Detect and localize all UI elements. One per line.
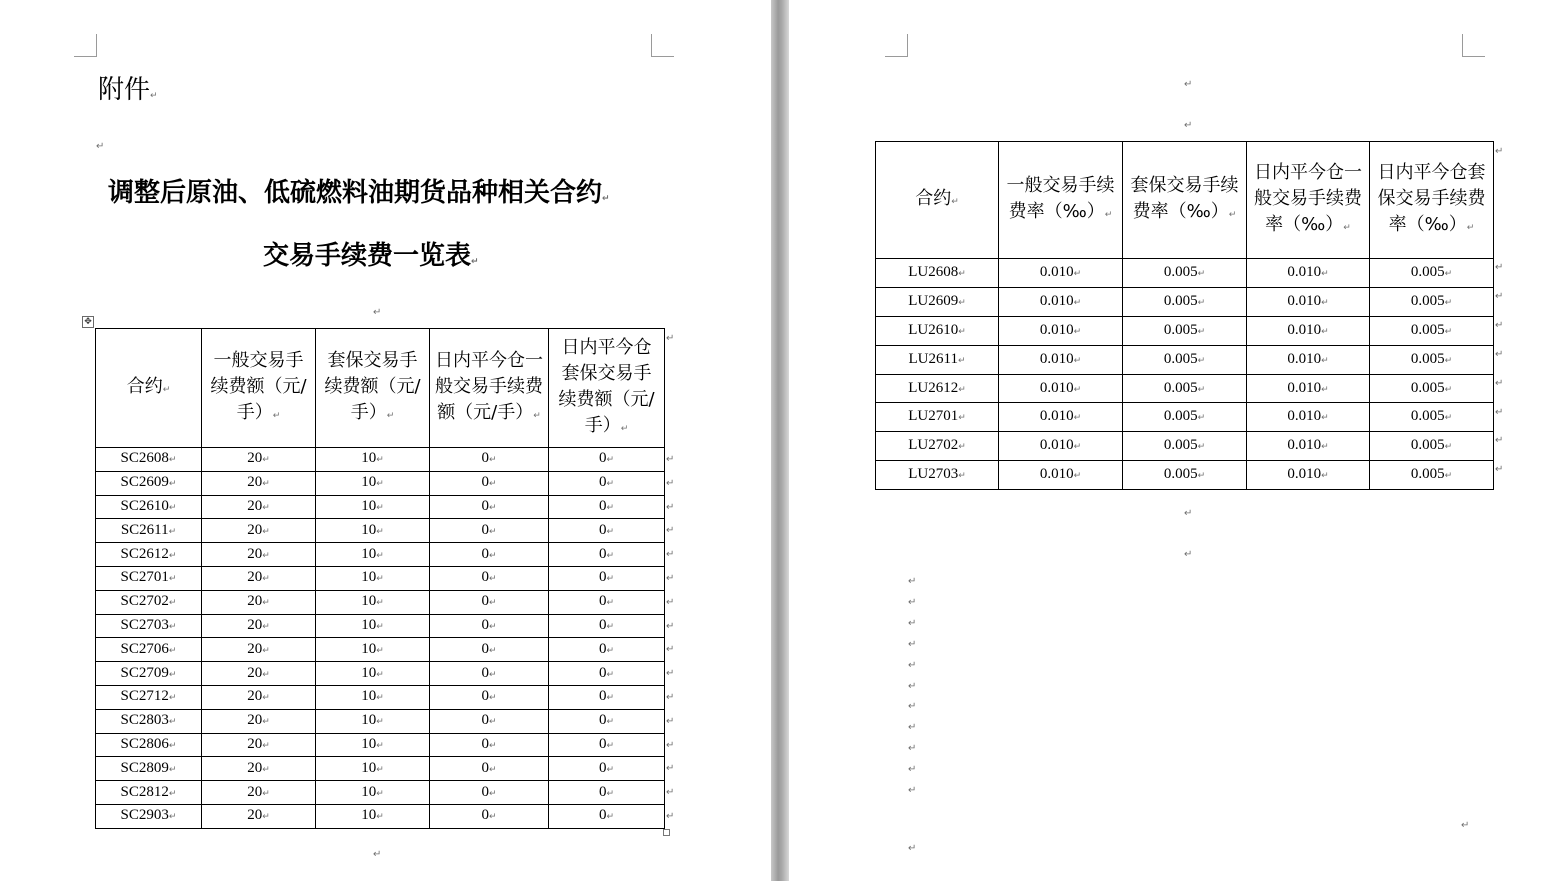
fee-value-cell[interactable]: 0.010↵	[1247, 432, 1370, 461]
table-row	[96, 471, 665, 495]
fee-value-cell[interactable]: 20↵	[202, 590, 316, 614]
table-row	[96, 733, 665, 757]
contract-cell[interactable]: SC2608↵	[96, 448, 202, 472]
fee-value-cell[interactable]: 10↵	[316, 495, 430, 519]
row-end-mark: ↵	[1495, 262, 1504, 273]
header-general-fee-rate[interactable]: 一般交易手续费率（‰）↵	[999, 142, 1123, 259]
row-end-mark: ↵	[666, 501, 675, 513]
table-row	[876, 259, 1494, 288]
fee-value-cell[interactable]: 0↵	[430, 781, 549, 805]
fee-value-cell[interactable]: 20↵	[202, 638, 316, 662]
row-end-mark: ↵	[666, 333, 675, 344]
fee-value-cell[interactable]: 0.010↵	[999, 259, 1123, 288]
fee-value-cell[interactable]: 10↵	[316, 519, 430, 543]
paragraph-mark: ↵	[1184, 549, 1193, 560]
fee-value-cell[interactable]: 10↵	[316, 638, 430, 662]
contract-cell[interactable]: SC2703↵	[96, 614, 202, 638]
table-row	[876, 316, 1494, 345]
fee-value-cell[interactable]: 0.005↵	[1123, 287, 1247, 316]
margin-corner-mark	[885, 34, 908, 57]
row-end-mark: ↵	[1495, 319, 1504, 331]
fee-value-cell[interactable]: 20↵	[202, 566, 316, 590]
fee-value-cell[interactable]: 0↵	[430, 804, 549, 828]
fee-value-cell[interactable]: 0↵	[549, 590, 665, 614]
row-end-mark: ↵	[666, 787, 675, 799]
fee-value-cell[interactable]: 10↵	[316, 448, 430, 472]
contract-cell[interactable]: SC2612↵	[96, 543, 202, 567]
header-contract[interactable]: 合约↵	[96, 329, 202, 448]
table-row	[96, 448, 665, 472]
contract-cell[interactable]: SC2706↵	[96, 638, 202, 662]
fee-value-cell[interactable]: 20↵	[202, 448, 316, 472]
contract-cell[interactable]: LU2702↵	[876, 432, 999, 461]
fee-value-cell[interactable]: 10↵	[316, 685, 430, 709]
fee-value-cell[interactable]: 20↵	[202, 781, 316, 805]
table-row	[876, 432, 1494, 461]
contract-cell[interactable]: SC2702↵	[96, 590, 202, 614]
fee-value-cell[interactable]: 0↵	[549, 757, 665, 781]
contract-cell[interactable]: LU2608↵	[876, 259, 999, 288]
contract-cell[interactable]: LU2611↵	[876, 345, 999, 374]
table-row	[96, 590, 665, 614]
fee-value-cell[interactable]: 0.010↵	[999, 287, 1123, 316]
fee-value-cell[interactable]: 10↵	[316, 614, 430, 638]
fee-value-cell[interactable]: 0↵	[430, 685, 549, 709]
fee-value-cell[interactable]: 0↵	[549, 781, 665, 805]
row-end-mark: ↵	[666, 596, 675, 608]
paragraph-mark: ↵	[1461, 820, 1470, 831]
table-row	[96, 662, 665, 686]
fee-value-cell[interactable]: 0↵	[549, 638, 665, 662]
sc-fee-table[interactable]	[95, 328, 665, 829]
fee-value-cell[interactable]: 0.010↵	[999, 374, 1123, 403]
paragraph-mark: ↵	[908, 596, 917, 608]
row-end-mark: ↵	[1495, 406, 1504, 418]
row-end-mark: ↵	[666, 454, 675, 465]
fee-value-cell[interactable]: 0.005↵	[1370, 432, 1494, 461]
fee-value-cell[interactable]: 10↵	[316, 543, 430, 567]
fee-value-cell[interactable]: 0.010↵	[1247, 287, 1370, 316]
contract-cell[interactable]: SC2812↵	[96, 781, 202, 805]
row-end-mark: ↵	[666, 811, 675, 822]
table-row	[876, 287, 1494, 316]
fee-value-cell[interactable]: 0.010↵	[999, 345, 1123, 374]
attachment-label[interactable]: 附件↵	[98, 75, 158, 105]
table-row	[96, 757, 665, 781]
fee-value-cell[interactable]: 0↵	[430, 757, 549, 781]
fee-value-cell[interactable]: 0.005↵	[1123, 374, 1247, 403]
row-end-mark: ↵	[666, 477, 675, 489]
fee-value-cell[interactable]: 20↵	[202, 614, 316, 638]
fee-value-cell[interactable]: 10↵	[316, 471, 430, 495]
paragraph-mark: ↵	[908, 764, 917, 776]
row-end-mark: ↵	[666, 549, 675, 561]
paragraph-mark: ↵	[373, 849, 382, 860]
fee-value-cell[interactable]: 10↵	[316, 709, 430, 733]
fee-value-cell[interactable]: 0.005↵	[1370, 461, 1494, 490]
fee-value-cell[interactable]: 0↵	[549, 804, 665, 828]
row-end-mark: ↵	[1495, 348, 1504, 360]
fee-value-cell[interactable]: 0.005↵	[1123, 461, 1247, 490]
fee-value-cell[interactable]: 10↵	[316, 566, 430, 590]
lu-fee-table[interactable]	[875, 141, 1494, 490]
fee-value-cell[interactable]: 0.005↵	[1123, 403, 1247, 432]
contract-cell[interactable]: SC2610↵	[96, 495, 202, 519]
row-end-mark: ↵	[666, 644, 675, 656]
paragraph-mark: ↵	[908, 785, 917, 796]
table-row	[96, 495, 665, 519]
header-hedge-fee[interactable]: 套保交易手续费额（元/手）↵	[316, 329, 430, 448]
fee-value-cell[interactable]: 0.005↵	[1123, 316, 1247, 345]
fee-value-cell[interactable]: 20↵	[202, 495, 316, 519]
contract-cell[interactable]: SC2611↵	[96, 519, 202, 543]
fee-value-cell[interactable]: 20↵	[202, 519, 316, 543]
row-end-mark: ↵	[666, 573, 675, 584]
fee-value-cell[interactable]: 10↵	[316, 804, 430, 828]
fee-value-cell[interactable]: 10↵	[316, 590, 430, 614]
fee-value-cell[interactable]: 20↵	[202, 662, 316, 686]
margin-corner-mark	[1462, 34, 1485, 57]
fee-value-cell[interactable]: 0.010↵	[999, 403, 1123, 432]
fee-value-cell[interactable]: 0↵	[430, 566, 549, 590]
document-page-right[interactable]	[789, 0, 1558, 881]
table-row	[96, 519, 665, 543]
fee-value-cell[interactable]: 20↵	[202, 709, 316, 733]
table-header-row	[96, 329, 665, 448]
fee-value-cell[interactable]: 10↵	[316, 757, 430, 781]
header-intraday-hedge-fee[interactable]: 日内平今仓套保交易手续费额（元/手）↵	[549, 329, 665, 448]
margin-corner-mark	[74, 34, 97, 57]
fee-value-cell[interactable]: 20↵	[202, 733, 316, 757]
fee-value-cell[interactable]: 0.010↵	[999, 432, 1123, 461]
paragraph-mark: ↵	[908, 617, 917, 629]
fee-value-cell[interactable]: 10↵	[316, 781, 430, 805]
fee-value-cell[interactable]: 0.005↵	[1123, 259, 1247, 288]
row-end-mark: ↵	[1495, 377, 1504, 389]
table-row	[876, 374, 1494, 403]
paragraph-mark: ↵	[908, 701, 917, 713]
fee-value-cell[interactable]: 0.010↵	[1247, 461, 1370, 490]
fee-value-cell[interactable]: 10↵	[316, 733, 430, 757]
fee-value-cell[interactable]: 0↵	[430, 519, 549, 543]
fee-value-cell[interactable]: 20↵	[202, 471, 316, 495]
row-end-mark: ↵	[666, 763, 675, 775]
fee-value-cell[interactable]: 0↵	[549, 662, 665, 686]
fee-value-cell[interactable]: 0.010↵	[1247, 259, 1370, 288]
fee-value-cell[interactable]: 20↵	[202, 757, 316, 781]
fee-value-cell[interactable]: 0↵	[430, 662, 549, 686]
table-row	[96, 781, 665, 805]
fee-value-cell[interactable]: 0↵	[549, 543, 665, 567]
fee-value-cell[interactable]: 0.005↵	[1370, 259, 1494, 288]
document-page-left[interactable]	[0, 0, 771, 881]
document-title-line1[interactable]: 调整后原油、低硫燃料油期货品种相关合约↵	[108, 178, 610, 208]
paragraph-mark: ↵	[373, 307, 382, 318]
fee-value-cell[interactable]: 0↵	[430, 590, 549, 614]
document-title-line2[interactable]: 交易手续费一览表↵	[263, 241, 479, 271]
contract-cell[interactable]: SC2712↵	[96, 685, 202, 709]
paragraph-mark: ↵	[908, 722, 917, 734]
contract-cell[interactable]: SC2709↵	[96, 662, 202, 686]
contract-cell[interactable]: LU2612↵	[876, 374, 999, 403]
header-contract[interactable]: 合约↵	[876, 142, 999, 259]
contract-cell[interactable]: LU2609↵	[876, 287, 999, 316]
fee-value-cell[interactable]: 0.005↵	[1370, 345, 1494, 374]
row-end-mark: ↵	[1495, 146, 1504, 157]
fee-value-cell[interactable]: 0.010↵	[1247, 403, 1370, 432]
table-move-handle-icon[interactable]: ✥	[82, 316, 94, 328]
table-row	[876, 461, 1494, 490]
contract-cell[interactable]: SC2609↵	[96, 471, 202, 495]
contract-cell[interactable]: SC2809↵	[96, 757, 202, 781]
margin-corner-mark	[651, 34, 674, 57]
paragraph-mark: ↵	[908, 576, 917, 587]
header-intraday-general-fee[interactable]: 日内平今仓一般交易手续费额（元/手）↵	[430, 329, 549, 448]
fee-value-cell[interactable]: 0↵	[549, 519, 665, 543]
row-end-mark: ↵	[666, 739, 675, 751]
table-header-row	[876, 142, 1494, 259]
fee-value-cell[interactable]: 20↵	[202, 543, 316, 567]
header-intraday-hedge-fee-rate[interactable]: 日内平今仓套保交易手续费率（‰）↵	[1370, 142, 1494, 259]
fee-value-cell[interactable]: 0.005↵	[1370, 287, 1494, 316]
table-row	[96, 638, 665, 662]
header-general-fee[interactable]: 一般交易手续费额（元/手）↵	[202, 329, 316, 448]
contract-cell[interactable]: LU2703↵	[876, 461, 999, 490]
fee-value-cell[interactable]: 0↵	[430, 709, 549, 733]
row-end-mark: ↵	[666, 620, 675, 632]
contract-cell[interactable]: LU2701↵	[876, 403, 999, 432]
table-row	[96, 614, 665, 638]
fee-value-cell[interactable]: 0↵	[549, 614, 665, 638]
fee-value-cell[interactable]: 0.005↵	[1370, 374, 1494, 403]
fee-value-cell[interactable]: 0↵	[430, 543, 549, 567]
row-end-mark: ↵	[666, 668, 675, 680]
table-row	[96, 685, 665, 709]
row-end-mark: ↵	[1495, 290, 1504, 302]
table-row	[96, 543, 665, 567]
fee-value-cell[interactable]: 0.005↵	[1123, 432, 1247, 461]
fee-value-cell[interactable]: 0↵	[430, 733, 549, 757]
fee-value-cell[interactable]: 0↵	[549, 471, 665, 495]
fee-value-cell[interactable]: 0.010↵	[1247, 316, 1370, 345]
fee-value-cell[interactable]: 10↵	[316, 662, 430, 686]
row-end-mark: ↵	[1495, 435, 1504, 447]
contract-cell[interactable]: SC2806↵	[96, 733, 202, 757]
row-end-mark: ↵	[666, 715, 675, 727]
paragraph-mark: ↵	[1184, 120, 1193, 131]
paragraph-mark: ↵	[908, 659, 917, 671]
contract-cell[interactable]: SC2903↵	[96, 804, 202, 828]
row-end-mark: ↵	[1495, 464, 1504, 476]
paragraph-mark: ↵	[908, 843, 917, 854]
contract-cell[interactable]: LU2610↵	[876, 316, 999, 345]
fee-value-cell[interactable]: 0.005↵	[1123, 345, 1247, 374]
fee-value-cell[interactable]: 0↵	[549, 709, 665, 733]
contract-cell[interactable]: SC2803↵	[96, 709, 202, 733]
fee-value-cell[interactable]: 0↵	[430, 495, 549, 519]
header-hedge-fee-rate[interactable]: 套保交易手续费率（‰）↵	[1123, 142, 1247, 259]
paragraph-mark: ↵	[1184, 508, 1193, 519]
fee-value-cell[interactable]: 0↵	[549, 448, 665, 472]
fee-value-cell[interactable]: 0↵	[430, 638, 549, 662]
fee-value-cell[interactable]: 0↵	[430, 448, 549, 472]
fee-value-cell[interactable]: 0.010↵	[999, 461, 1123, 490]
fee-value-cell[interactable]: 0↵	[430, 614, 549, 638]
paragraph-mark: ↵	[908, 680, 917, 692]
table-resize-handle[interactable]	[663, 829, 670, 836]
fee-value-cell[interactable]: 0↵	[549, 685, 665, 709]
table-row	[876, 403, 1494, 432]
paragraph-mark: ↵	[96, 141, 105, 152]
fee-value-cell[interactable]: 0.005↵	[1370, 316, 1494, 345]
fee-value-cell[interactable]: 0↵	[549, 566, 665, 590]
paragraph-mark: ↵	[908, 743, 917, 755]
fee-value-cell[interactable]: 20↵	[202, 804, 316, 828]
table-row	[876, 345, 1494, 374]
table-row	[96, 804, 665, 828]
header-intraday-general-fee-rate[interactable]: 日内平今仓一般交易手续费率（‰）↵	[1247, 142, 1370, 259]
fee-value-cell[interactable]: 0↵	[430, 471, 549, 495]
fee-value-cell[interactable]: 0.010↵	[999, 316, 1123, 345]
row-end-mark: ↵	[666, 525, 675, 537]
fee-value-cell[interactable]: 20↵	[202, 685, 316, 709]
fee-value-cell[interactable]: 0.005↵	[1370, 403, 1494, 432]
fee-value-cell[interactable]: 0↵	[549, 733, 665, 757]
page-gap-divider	[771, 0, 789, 881]
table-row	[96, 709, 665, 733]
row-end-mark: ↵	[666, 692, 675, 703]
paragraph-mark: ↵	[1184, 79, 1193, 90]
fee-value-cell[interactable]: 0.010↵	[1247, 374, 1370, 403]
paragraph-mark: ↵	[908, 638, 917, 650]
table-row	[96, 566, 665, 590]
fee-value-cell[interactable]: 0↵	[549, 495, 665, 519]
contract-cell[interactable]: SC2701↵	[96, 566, 202, 590]
fee-value-cell[interactable]: 0.010↵	[1247, 345, 1370, 374]
